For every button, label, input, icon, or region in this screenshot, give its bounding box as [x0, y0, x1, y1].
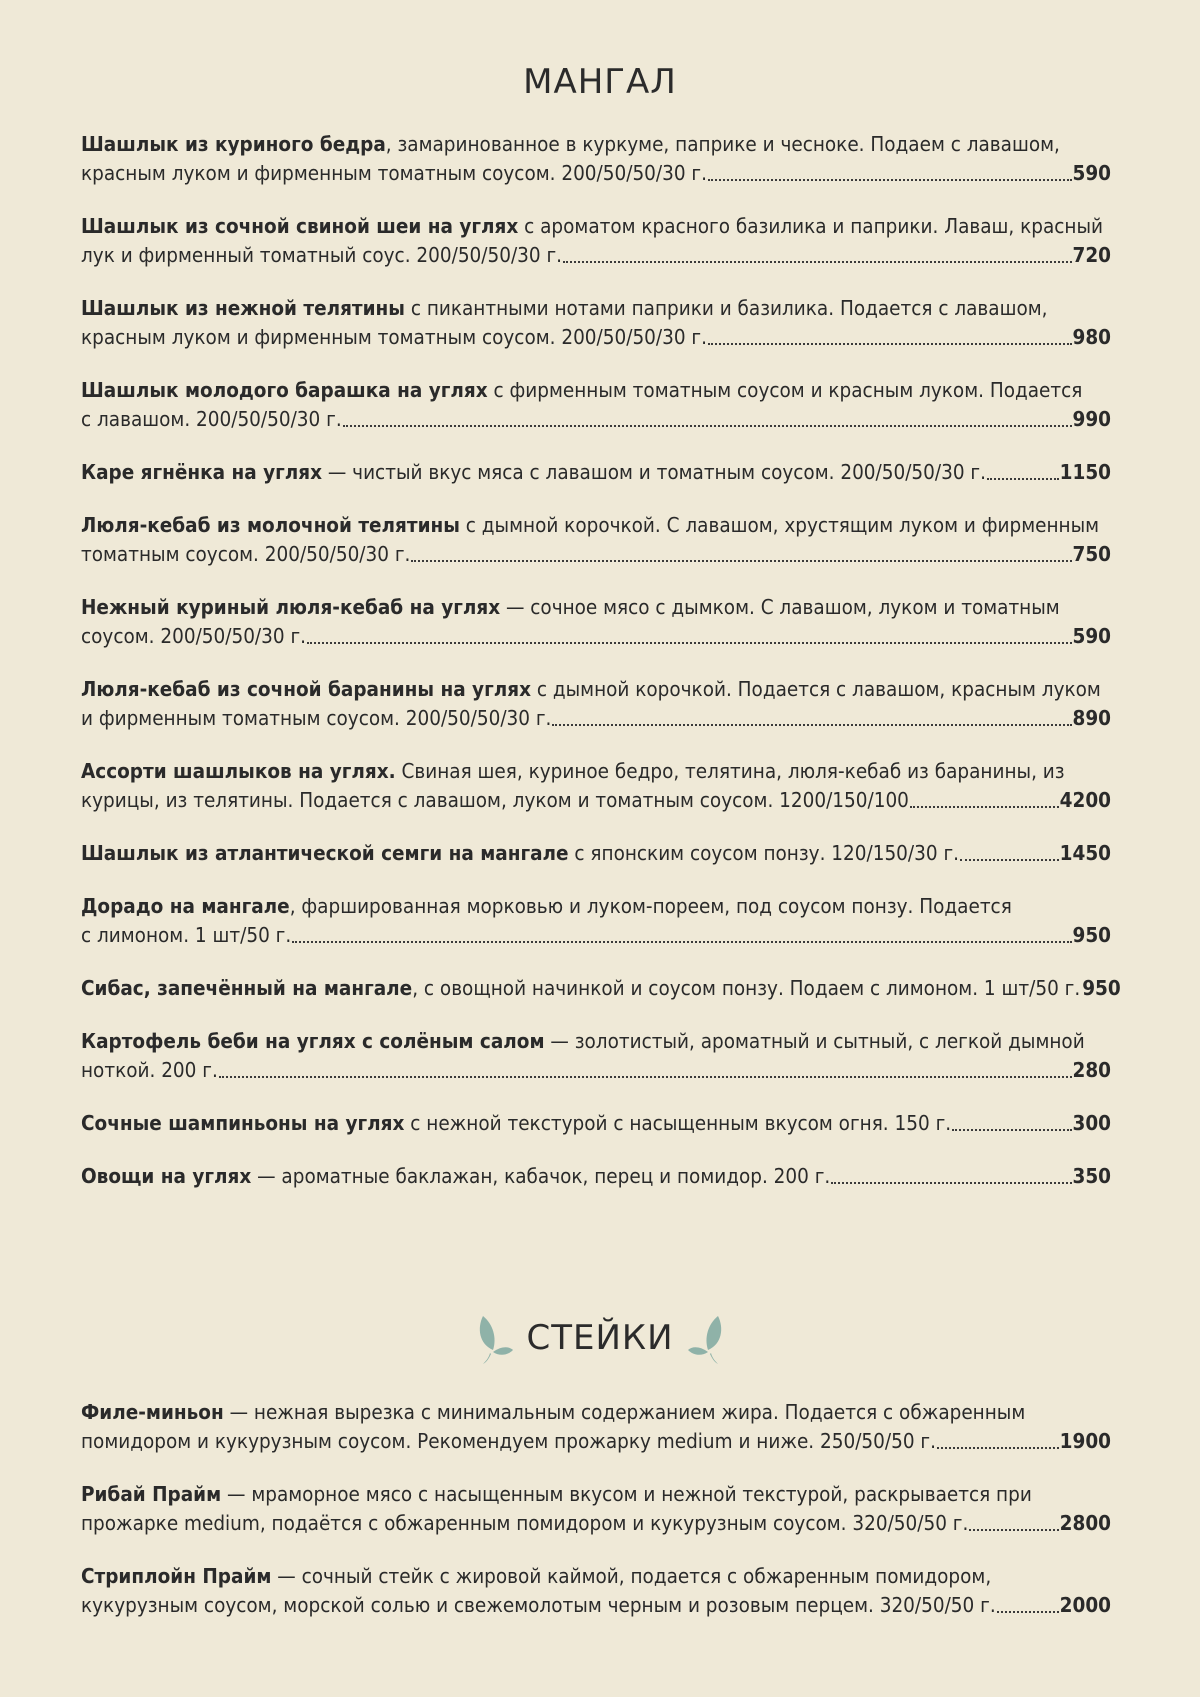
menu-item — [81, 757, 1111, 815]
item-price: 300 — [1072, 1111, 1111, 1135]
item-description: , замаринованное в куркуме, паприке и чесноке. Подаем с лавашом, — [385, 132, 1060, 156]
item-price: 950 — [1082, 976, 1121, 1000]
dot-leader — [997, 1611, 1059, 1613]
menu-item — [81, 458, 1111, 487]
item-description: прожарке medium, подаётся с обжаренным помидором и кукурузным соусом. 320/50/50 г. — [81, 1511, 969, 1535]
menu-item — [81, 130, 1111, 188]
item-description: с лимоном. 1 шт/50 г. — [81, 923, 292, 947]
item-price: 1450 — [1059, 841, 1111, 865]
item-description: кукурузным соусом, морской солью и свежемолотым черным и розовым перцем. 320/50/50 г. — [81, 1593, 996, 1617]
menu-item — [81, 1109, 1111, 1138]
item-line-price — [81, 1162, 1111, 1191]
item-price: 590 — [1072, 161, 1111, 185]
item-description: соусом. 200/50/50/30 г. — [81, 624, 307, 648]
item-price: 2000 — [1059, 1593, 1111, 1617]
item-line-1 — [81, 212, 1111, 241]
menu-item — [81, 212, 1111, 270]
item-line-1 — [81, 1027, 1111, 1056]
item-description: — нежная вырезка с минимальным содержанием жира. Подается с обжаренным — [223, 1400, 1026, 1424]
item-line-1 — [81, 593, 1111, 622]
item-line-price — [81, 921, 1111, 950]
item-line-price — [81, 704, 1111, 733]
item-line-1 — [81, 1398, 1111, 1427]
item-line-price — [81, 1109, 1111, 1138]
mangal-items-list — [81, 130, 1121, 1215]
menu-item — [81, 675, 1111, 733]
dot-leader — [831, 1182, 1071, 1184]
item-description: с лавашом. 200/50/50/30 г. — [81, 407, 342, 431]
item-line-1 — [81, 757, 1111, 786]
item-description: с ароматом красного базилика и паприки. Лаваш, красный — [518, 214, 1104, 238]
item-description: красным луком и фирменным томатным соусом. 200/50/50/30 г. — [81, 161, 707, 185]
item-description: с японским соусом понзу. 120/150/30 г. — [568, 841, 959, 865]
item-name: Картофель беби на углях с солёным салом — [81, 1029, 545, 1053]
item-price: 980 — [1072, 325, 1111, 349]
dot-leader — [987, 478, 1059, 480]
item-description: — мраморное мясо с насыщенным вкусом и нежной текстурой, раскрывается при — [221, 1482, 1032, 1506]
item-price: 350 — [1072, 1164, 1111, 1188]
item-name: Шашлык из нежной телятины — [81, 296, 405, 320]
menu-item — [81, 1162, 1111, 1191]
item-line-1 — [81, 1480, 1111, 1509]
item-line-price — [81, 1509, 1111, 1538]
item-line-price — [81, 974, 1121, 1003]
menu-item — [81, 892, 1111, 950]
item-name: Овощи на углях — [81, 1164, 252, 1188]
menu-item — [81, 1027, 1111, 1085]
item-price: 280 — [1072, 1058, 1111, 1082]
dot-leader — [960, 859, 1059, 861]
item-line-1 — [81, 511, 1111, 540]
menu-item — [81, 593, 1111, 651]
item-description: — золотистый, ароматный и сытный, с легкой дымной — [544, 1029, 1085, 1053]
item-line-1 — [81, 1562, 1111, 1591]
item-line-price — [81, 1056, 1111, 1085]
item-name: Шашлык из сочной свиной шеи на углях — [81, 214, 519, 238]
dot-leader — [937, 1447, 1059, 1449]
item-line-price — [81, 241, 1111, 270]
item-price: 590 — [1072, 624, 1111, 648]
item-description: Свиная шея, куриное бедро, телятина, люля-кебаб из баранины, из — [395, 759, 1065, 783]
item-description: и фирменным томатным соусом. 200/50/50/30 г. — [81, 706, 552, 730]
item-price: 890 — [1072, 706, 1111, 730]
item-price: 1150 — [1059, 460, 1111, 484]
item-name: Шашлык из куриного бедра — [81, 132, 386, 156]
item-name: Нежный куриный люля-кебаб на углях — [81, 595, 501, 619]
dot-leader — [411, 560, 1071, 562]
item-line-price — [81, 405, 1111, 434]
dot-leader — [343, 425, 1072, 427]
item-line-1 — [81, 294, 1111, 323]
item-line-price — [81, 1591, 1111, 1620]
item-line-1 — [81, 892, 1111, 921]
dot-leader — [552, 724, 1071, 726]
item-line-price — [81, 540, 1111, 569]
item-line-1 — [81, 376, 1111, 405]
item-price: 750 — [1072, 542, 1111, 566]
item-name: Каре ягнёнка на углях — [81, 460, 323, 484]
item-name: Шашлык молодого барашка на углях — [81, 378, 488, 402]
dot-leader — [708, 179, 1072, 181]
item-description: курицы, из телятины. Подается с лавашом, луком и томатным соусом. 1200/150/100 — [81, 788, 909, 812]
item-name: Шашлык из атлантической семги на мангале — [81, 841, 569, 865]
item-line-price — [81, 323, 1111, 352]
section-header-steaks — [0, 1310, 1200, 1366]
item-name: Стриплойн Прайм — [81, 1564, 272, 1588]
dot-leader — [708, 343, 1072, 345]
item-name: Дорадо на мангале — [81, 894, 290, 918]
item-description: с пикантными нотами паприки и базилика. Подается с лавашом, — [404, 296, 1048, 320]
item-description: ноткой. 200 г. — [81, 1058, 218, 1082]
item-price: 720 — [1072, 243, 1111, 267]
item-price: 4200 — [1059, 788, 1111, 812]
item-name: Филе-миньон — [81, 1400, 224, 1424]
dot-leader — [563, 261, 1071, 263]
item-name: Сочные шампиньоны на углях — [81, 1111, 405, 1135]
item-line-price — [81, 839, 1111, 868]
item-line-price — [81, 786, 1111, 815]
item-price: 950 — [1072, 923, 1111, 947]
item-description: лук и фирменный томатный соус. 200/50/50/30 г. — [81, 243, 563, 267]
item-line-price — [81, 159, 1111, 188]
item-name: Рибай Прайм — [81, 1482, 222, 1506]
item-description: с нежной текстурой с насыщенным вкусом огня. 150 г. — [404, 1111, 952, 1135]
item-description: с фирменным томатным соусом и красным луком. Подается — [487, 378, 1083, 402]
item-description: с дымной корочкой. Подается с лавашом, красным луком — [530, 677, 1101, 701]
leaf-ornament-left-icon — [473, 1310, 513, 1366]
menu-item — [81, 294, 1111, 352]
item-line-1 — [81, 130, 1111, 159]
menu-item — [81, 1398, 1111, 1456]
section-title-steaks: СТЕЙКИ — [526, 1318, 674, 1358]
item-line-price — [81, 622, 1111, 651]
item-description: с дымной корочкой. С лавашом, хрустящим луком и фирменным — [459, 513, 1100, 537]
dot-leader — [969, 1529, 1058, 1531]
item-description: , с овощной начинкой и соусом понзу. Подаем с лимоном. 1 шт/50 г. — [412, 976, 1081, 1000]
item-description: помидором и кукурузным соусом. Рекомендуем прожарку medium и ниже. 250/50/50 г. — [81, 1429, 936, 1453]
item-description: — сочный стейк с жировой каймой, подается с обжаренным помидором, — [271, 1564, 992, 1588]
item-name: Ассорти шашлыков на углях. — [81, 759, 396, 783]
item-line-price — [81, 458, 1111, 487]
item-description: — чистый вкус мяса с лавашом и томатным соусом. 200/50/50/30 г. — [322, 460, 986, 484]
item-line-price — [81, 1427, 1111, 1456]
item-description: — сочное мясо с дымком. С лавашом, луком и томатным — [500, 595, 1060, 619]
item-description: , фаршированная морковью и луком-пореем, под соусом понзу. Подается — [289, 894, 1012, 918]
menu-item — [81, 376, 1111, 434]
item-description: красным луком и фирменным томатным соусом. 200/50/50/30 г. — [81, 325, 707, 349]
section-title-mangal: МАНГАЛ — [523, 62, 677, 102]
item-price: 1900 — [1059, 1429, 1111, 1453]
item-name: Сибас, запечённый на мангале — [81, 976, 413, 1000]
dot-leader — [219, 1076, 1072, 1078]
item-name: Люля-кебаб из сочной баранины на углях — [81, 677, 531, 701]
dot-leader — [952, 1129, 1071, 1131]
dot-leader — [292, 941, 1071, 943]
item-price: 2800 — [1059, 1511, 1111, 1535]
item-description: томатным соусом. 200/50/50/30 г. — [81, 542, 411, 566]
item-name: Люля-кебаб из молочной телятины — [81, 513, 460, 537]
dot-leader — [910, 806, 1059, 808]
item-line-1 — [81, 675, 1111, 704]
menu-item — [81, 1480, 1111, 1538]
item-price: 990 — [1072, 407, 1111, 431]
menu-item — [81, 1562, 1111, 1620]
leaf-ornament-right-icon — [688, 1310, 728, 1366]
item-description: — ароматные баклажан, кабачок, перец и помидор. 200 г. — [251, 1164, 831, 1188]
steak-items-list — [81, 1398, 1111, 1644]
dot-leader — [307, 642, 1071, 644]
menu-item — [81, 974, 1121, 1003]
menu-item — [81, 511, 1111, 569]
menu-item — [81, 839, 1111, 868]
